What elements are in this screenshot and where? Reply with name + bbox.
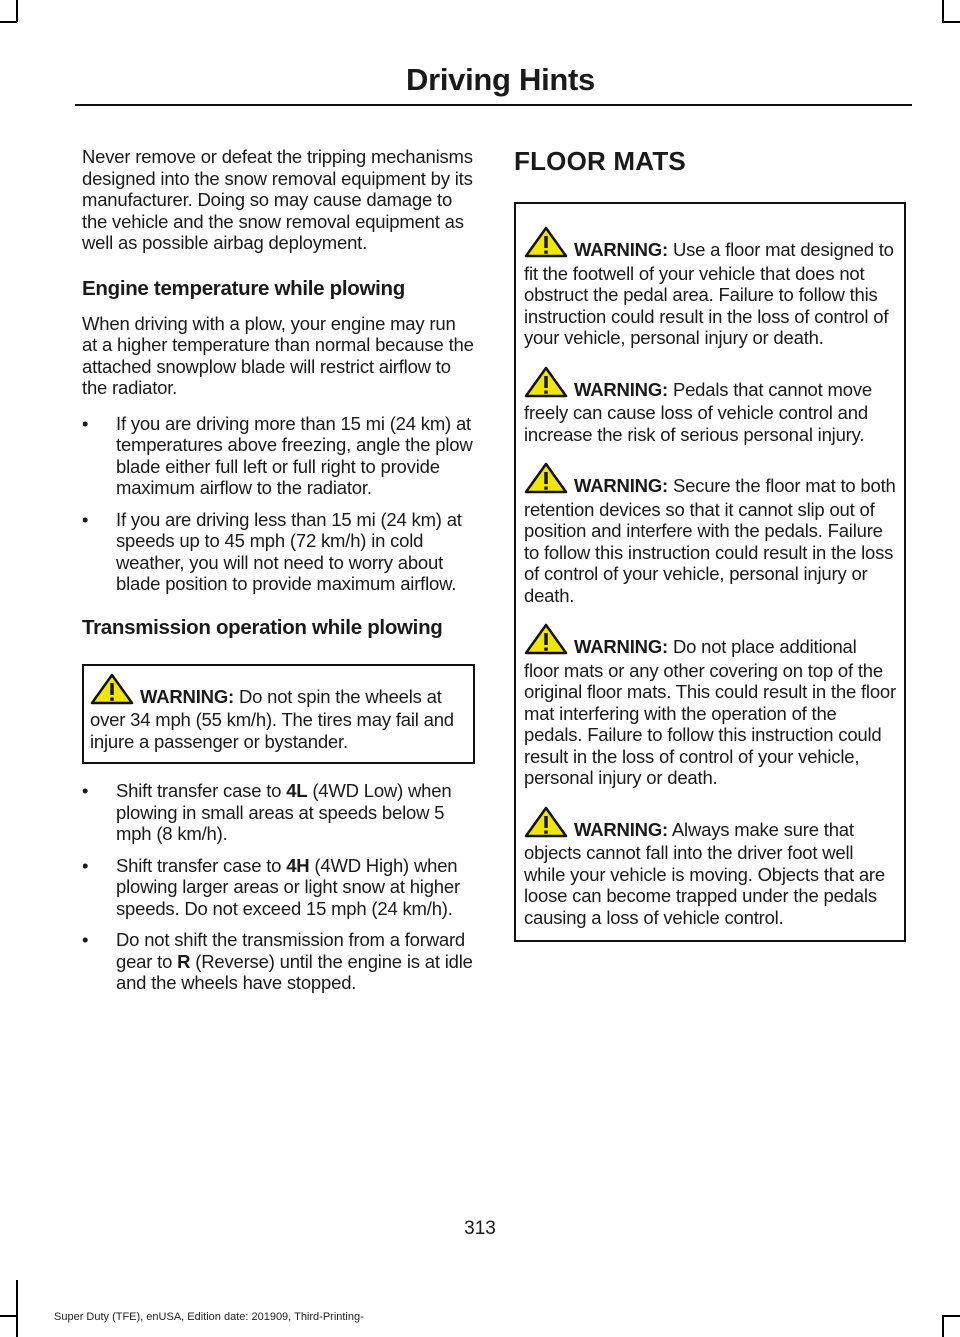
bullet-text-after: (Reverse) until the engine is at idle and the wheels have stopped. [116,950,473,993]
warning-triangle-icon [90,673,134,710]
warning-triangle-icon [524,623,568,660]
intro-paragraph: Never remove or defeat the tripping mechanisms designed into the snow removal equipment by its manufacturer. Doing so may cause damage to the vehicle and the snow removal equipment as well as possible airbag deployment. [82,146,473,253]
warning-item [524,366,896,446]
warning-item [524,623,896,789]
engine-temperature-paragraph: When driving with a plow, your engine may run at a higher temperature than normal because the attached snowplow blade will restrict airflow to the radiator. [82,312,474,398]
bullet-text-after: (4WD Low) when plowing in small areas at speeds below 5 mph (8 km/h). [116,780,452,844]
list-item-text: If you are driving less than 15 mi (24 km) at speeds up to 45 mph (72 km/h) in cold weather, you will not need to worry about blade position to provide maximum airflow. [116,508,462,594]
bullet-text-before: Shift transfer case to [116,780,287,801]
warning-text: Do not spin the wheels at over 34 mph (55 km/h). The tires may fail and injure a passenger or bystander. [90,685,454,752]
list-item [82,855,475,920]
warning-label: WARNING: [574,818,668,840]
left-column [82,146,475,1004]
gear-4h: 4H [286,854,310,876]
warning-triangle-icon [524,226,568,263]
warning-text: Use a floor mat designed to fit the footwell of your vehicle that does not obstruct the pedal area. Failure to follow this instruction could result in the loss of control of your vehicle, personal injury or death. [524,239,894,348]
list-item [82,413,475,499]
warning-triangle-icon [524,806,568,843]
list-item [82,929,475,994]
crop-mark [0,1315,17,1317]
gear-r: R [177,950,191,972]
crop-mark [942,1315,944,1337]
warning-label: WARNING: [574,239,668,260]
warning-text: Secure the floor mat to both retention devices so that it cannot slip out of position and interfere with the pedals. Failure to follow this instruction could result in the loss of control of your vehicle, personal injury or death. [524,475,896,606]
transmission-warning-box [82,664,475,765]
warning-item [90,673,467,753]
list-item [82,780,475,845]
engine-bullet-list [82,413,475,595]
warning-text: Do not place additional floor mats or any other covering on top of the original floor mats. This could result in the floor mat interfering with the operation of the pedals. Failure to follow this instruction could result in the loss of control of your vehicle, personal injury or death. [524,636,896,788]
list-item [82,509,475,595]
crop-mark [16,0,18,22]
warning-item [524,226,896,349]
header-divider [75,104,912,106]
bullet-dot: • [82,508,89,530]
bullet-text-before: Shift transfer case to [116,854,287,876]
floor-mats-heading: FLOOR MATS [514,146,686,176]
warning-text: Pedals that cannot move freely can cause loss of vehicle control and increase the risk of serious personal injury. [524,378,872,445]
page-number: 313 [464,1218,496,1239]
warning-triangle-icon [524,462,568,499]
warning-label: WARNING: [574,636,668,657]
transmission-bullet-list [82,780,475,994]
transmission-heading: Transmission operation while plowing [82,615,443,639]
bullet-text-before: Do not shift the transmission from a forward gear to [116,929,466,972]
right-column [514,146,906,942]
warning-label: WARNING: [574,378,668,400]
crop-mark [942,1315,960,1317]
warning-triangle-icon [524,366,568,403]
page-title: Driving Hints [405,62,595,97]
bullet-text-after: (4WD High) when plowing larger areas or light snow at higher speeds. Do not exceed 15 mph (24 km/h). [116,854,460,919]
warning-item [524,806,896,929]
bullet-dot: • [82,929,89,950]
warning-label: WARNING: [574,475,668,496]
warning-item [524,462,896,606]
warning-text: Always make sure that objects cannot fall into the driver foot well while your vehicle is moving. Objects that are loose can become trapped under the pedals causing a loss of vehicle control. [524,818,885,928]
engine-temperature-heading: Engine temperature while plowing [82,276,405,300]
bullet-dot: • [82,412,89,434]
crop-mark [16,1280,18,1337]
bullet-dot: • [82,780,89,801]
crop-mark [942,0,944,22]
list-item-text: If you are driving more than 15 mi (24 km) at temperatures above freezing, angle the plow blade either full left or full right to provide maximum airflow to the radiator. [116,412,473,498]
crop-mark [0,21,17,23]
warning-label: WARNING: [140,685,234,707]
gear-4l: 4L [286,780,308,801]
bullet-dot: • [82,854,89,876]
floor-mats-warning-box [514,202,906,942]
crop-mark [942,21,960,23]
edition-footer: Super Duty (TFE), enUSA, Edition date: 201909, Third-Printing- [54,1311,364,1323]
